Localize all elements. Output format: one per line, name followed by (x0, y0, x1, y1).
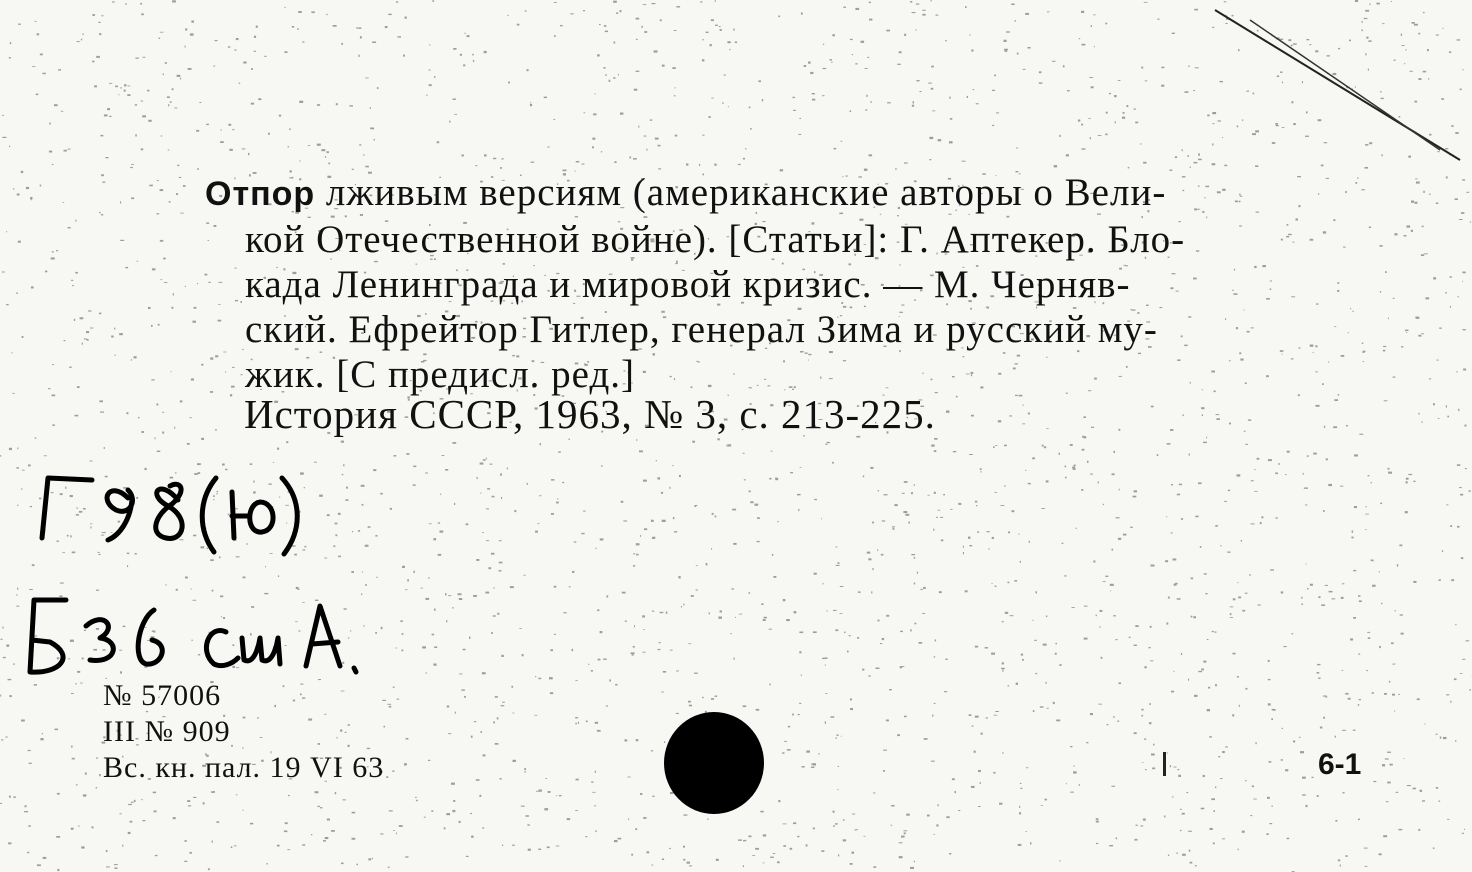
tick-mark (1163, 752, 1166, 776)
catalog-info (103, 678, 384, 786)
title-word: Отпор (205, 175, 316, 213)
punch-hole (664, 712, 764, 814)
handwriting-drawing (20, 460, 460, 690)
handwritten-classification (20, 460, 460, 690)
series-number: III № 909 (103, 715, 231, 748)
bibliographic-description (205, 170, 1375, 397)
book-chamber-stamp: Вс. кн. пал. 19 VI 63 (103, 751, 385, 784)
card-code: 6-1 (1318, 748, 1362, 781)
record-number: № 57006 (103, 679, 222, 712)
source-citation: История СССР, 1963, № 3, с. 213-225. (244, 391, 936, 437)
description-line-1 (205, 170, 1375, 217)
description-line-2: кой Отечественной войне). [Статьи]: Г. Аптекер. Бло- (245, 218, 1186, 261)
description-text: лживым версиям (американские авторы о Вели- (325, 171, 1167, 214)
description-line-4: ский. Ефрейтор Гитлер, генерал Зима и русский му- (245, 308, 1158, 351)
description-line-5: жик. [С предисл. ред.] (245, 353, 636, 396)
description-line-3: када Ленинграда и мировой кризис. — М. Черняв- (245, 263, 1131, 306)
